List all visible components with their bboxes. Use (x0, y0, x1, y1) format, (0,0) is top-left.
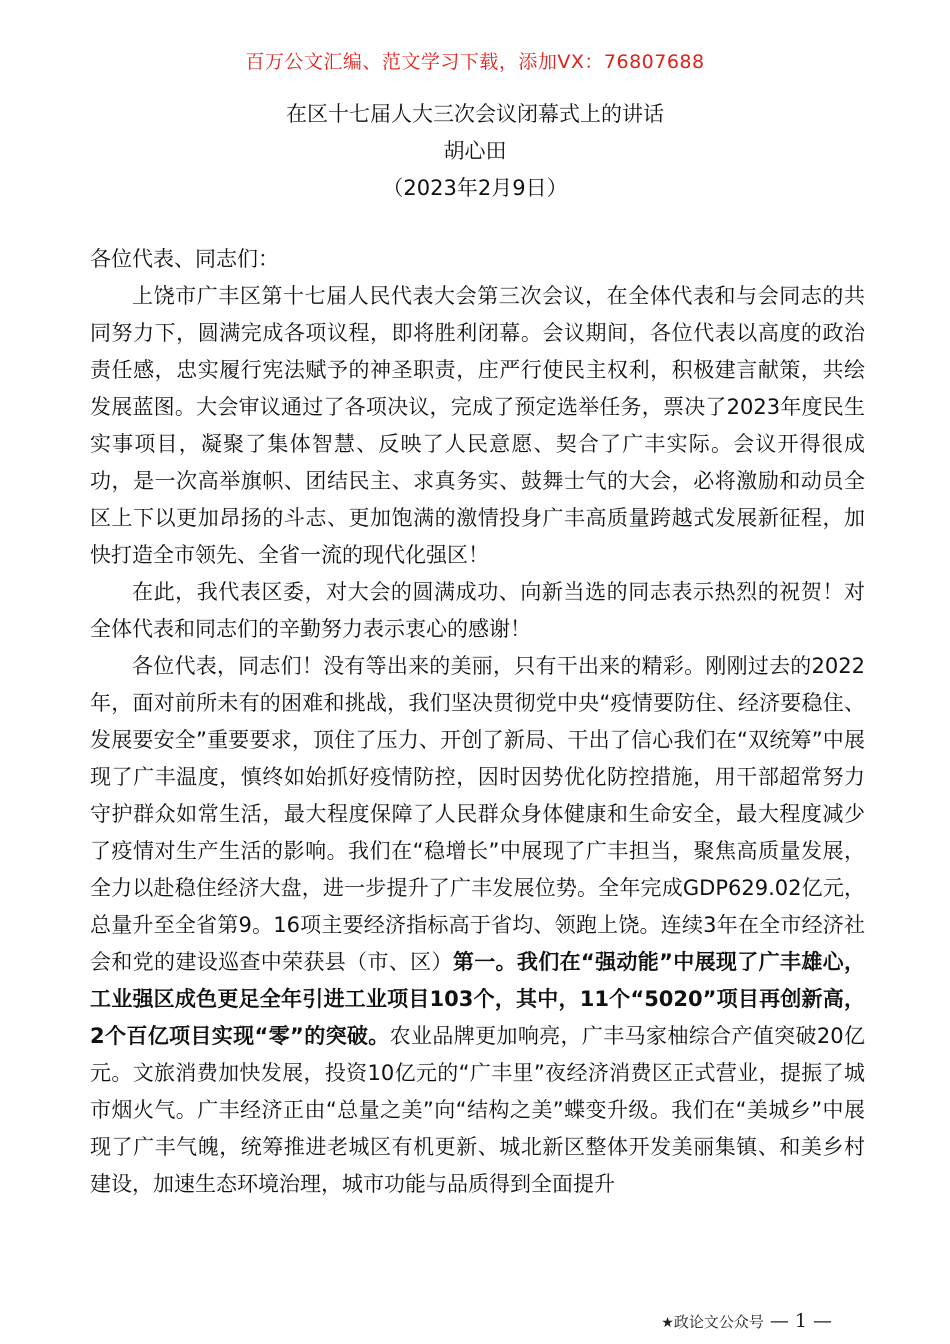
paragraph-3-bold-text: 第一。我们在“强动能”中展现了广丰雄心，工业强区成色更足全年引进工业项目103个，其中，11个“5020”项目再创新高，2个百亿项目实现“零”的突破。 (90, 950, 866, 1048)
paragraph-2: 在此，我代表区委，对大会的圆满成功、向新当选的同志表示热烈的祝贺！对全体代表和同志们的辛勤努力表示衷心的感谢！ (90, 580, 865, 641)
salutation: 各位代表、同志们： (90, 247, 279, 271)
paragraph-3-text-b: 农业品牌更加响亮，广丰马家柚综合产值突破20亿元。文旅消费加快发展，投资10亿元的“广丰里”夜经济消费区正式营业，提振了城市烟火气。广丰经济正由“总量之美”向“结构之美”蝶变升级。我们在“美城乡”中展现了广丰气魄，统筹推进老城区有机更新、城北新区整体开发美丽集镇、和美乡村建设，加速生态环境治理，城市功能与品质得到全面提升 (90, 1024, 865, 1196)
speech-title: 在区十七届人大三次会议闭幕式上的讲话 (286, 102, 664, 126)
title-block (0, 96, 950, 207)
page-number: — 1 — (769, 1310, 832, 1332)
speech-author: 胡心田 (443, 139, 507, 163)
speech-date: （2023年2月9日） (382, 176, 568, 200)
star-icon: ★ (661, 1315, 674, 1331)
footer-source: 政论文公众号 (673, 1313, 764, 1331)
page-footer (661, 1310, 832, 1332)
watermark-banner: 百万公文汇编、范文学习下载，添加VX：76807688 (245, 51, 705, 73)
paragraph-3-text-a: 各位代表，同志们！没有等出来的美丽，只有干出来的精彩。刚刚过去的2022年，面对前所未有的困难和挑战，我们坚决贯彻党中央“疫情要防住、经济要稳住、发展要安全”重要要求，顶住了压力、开创了新局、干出了信心我们在“双统筹”中展现了广丰温度，慎终如始抓好疫情防控，因时因势优化防控措施，用干部超常努力守护群众如常生活，最大程度保障了人民群众身体健康和生命安全，最大程度减少了疫情对生产生活的影响。我们在“稳增长”中展现了广丰担当，聚焦高质量发展，全力以赴稳住经济大盘，进一步提升了广丰发展位势。全年完成GDP629.02亿元，总量升至全省第9。16项主要经济指标高于省均、领跑上饶。连续3年在全市经济社会和党的建设巡查中荣获县（市、区） (90, 654, 865, 974)
paragraph-1: 上饶市广丰区第十七届人民代表大会第三次会议，在全体代表和与会同志的共同努力下，圆满完成各项议程，即将胜利闭幕。会议期间，各位代表以高度的政治责任感，忠实履行宪法赋予的神圣职责，庄严行使民主权利，积极建言献策，共绘发展蓝图。大会审议通过了各项决议，完成了预定选举任务，票决了2023年度民生实事项目，凝聚了集体智慧、反映了人民意愿、契合了广丰实际。会议开得很成功，是一次高举旗帜、团结民主、求真务实、鼓舞士气的大会，必将激励和动员全区上下以更加昂扬的斗志、更加饱满的激情投身广丰高质量跨越式发展新征程，加快打造全市领先、全省一流的现代化强区！ (90, 284, 865, 567)
paragraph-3 (90, 648, 865, 1203)
speech-body (90, 241, 865, 1203)
